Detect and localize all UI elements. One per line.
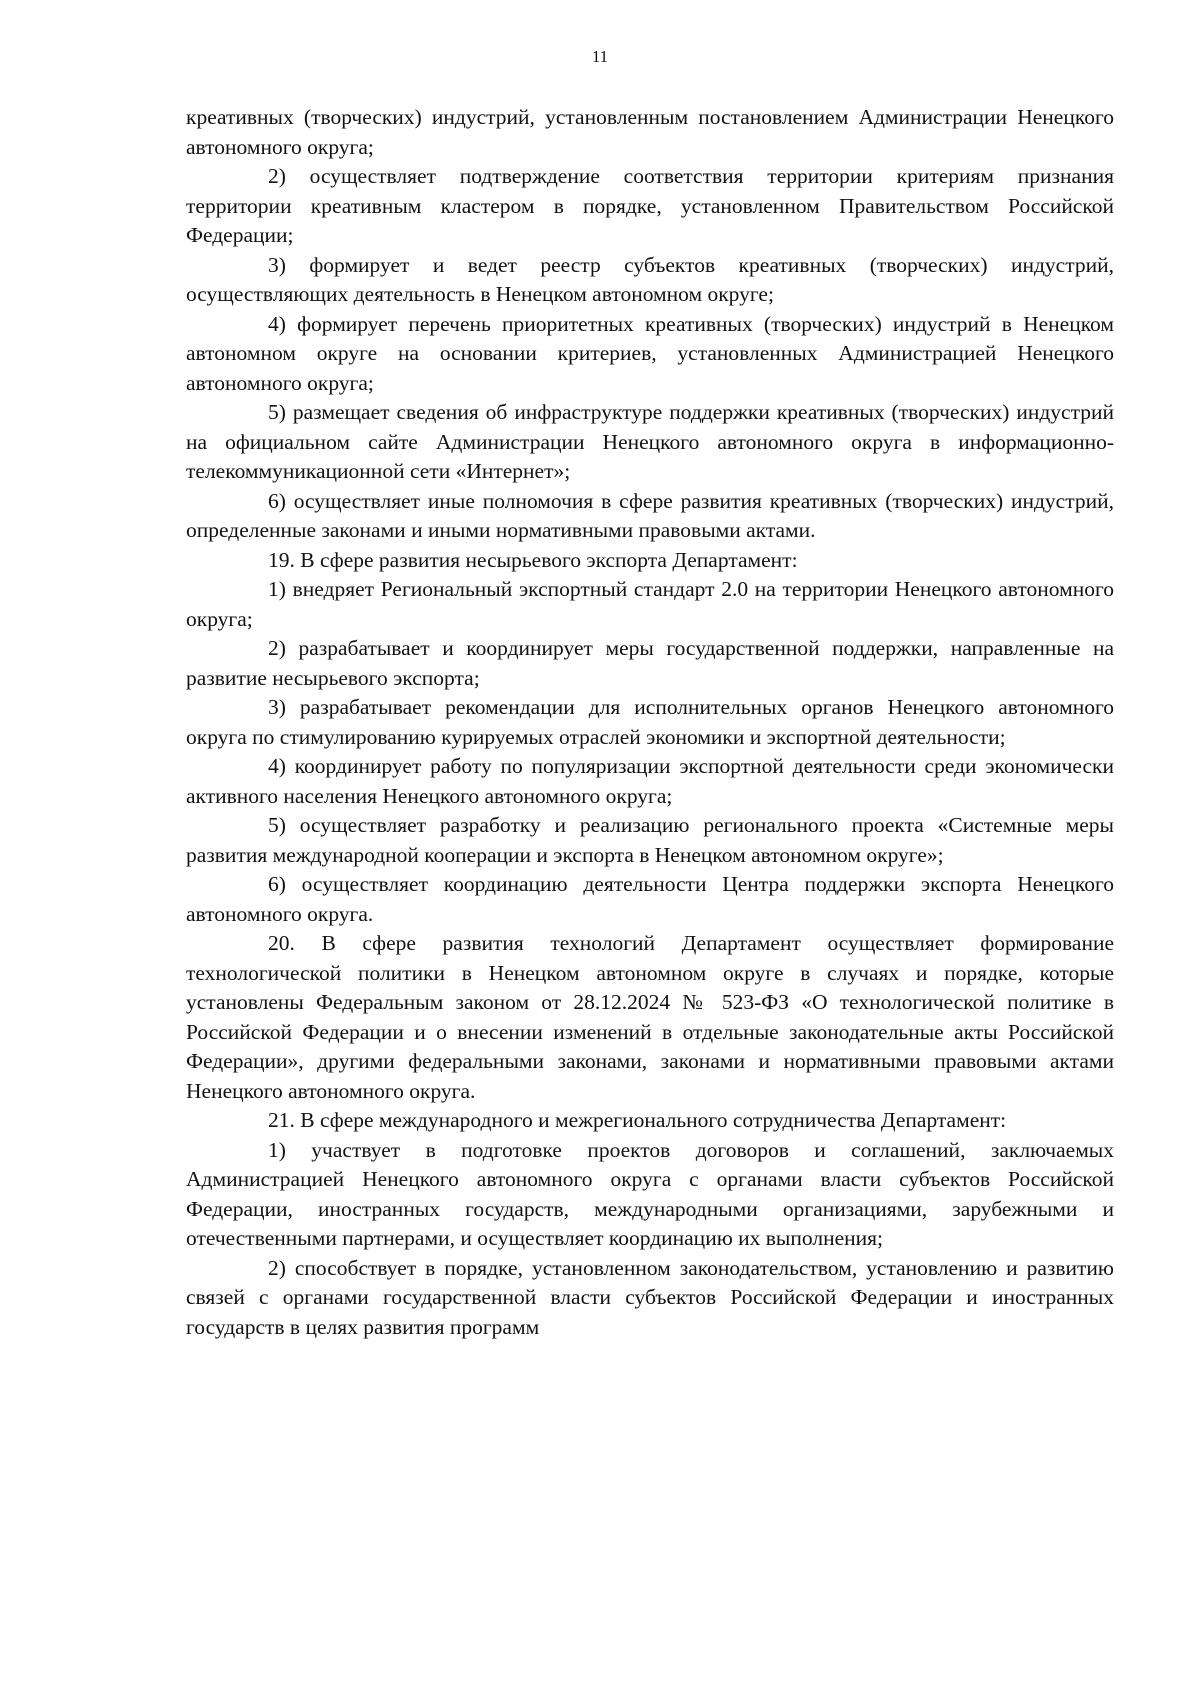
page-number: 11 xyxy=(591,47,609,66)
list-item: 5) осуществляет разработку и реализацию регионального проекта «Системные меры развития международной кооперации и экспорта в Ненецком автономном округе»; xyxy=(186,813,1114,867)
list-item: 2) способствует в порядке, установленном законодательством, установлению и развитию связей с органами государственной власти субъектов Российской Федерации и иностранных государств в целях развития программ xyxy=(186,1255,1114,1339)
list-item: 3) разрабатывает рекомендации для исполнительных органов Ненецкого автономного округа по стимулированию курируемых отраслей экономики и экспортной деятельности; xyxy=(186,695,1114,749)
list-item: 1) внедряет Региональный экспортный стандарт 2.0 на территории Ненецкого автономного округа; xyxy=(186,577,1114,631)
section-heading: 21. В сфере международного и межрегионального сотрудничества Департамент: xyxy=(268,1108,1007,1132)
section-paragraph: 20. В сфере развития технологий Департамент осуществляет формирование технологической политики в Ненецком автономном округе в случаях и порядке, которые установлены Федеральным законом от 28.12.2024 № 523-ФЗ «О технологической политике в Российской Федерации и о внесении изменений в отдельные законодательные акты Российской Федерации», другими федеральными законами, законами и нормативными правовыми актами Ненецкого автономного округа. xyxy=(186,931,1114,1103)
list-item: 2) разрабатывает и координирует меры государственной поддержки, направленные на развитие несырьевого экспорта; xyxy=(186,636,1114,690)
list-item: 4) формирует перечень приоритетных креативных (творческих) индустрий в Ненецком автономном округе на основании критериев, установленных Администрацией Ненецкого автономного округа; xyxy=(186,311,1114,395)
list-item: 3) формирует и ведет реестр субъектов креативных (творческих) индустрий, осуществляющих деятельность в Ненецком автономном округе; xyxy=(186,252,1114,306)
list-item: 5) размещает сведения об инфраструктуре поддержки креативных (творческих) индустрий на официальном сайте Администрации Ненецкого автономного округа в информационно-телекоммуникационной сети «Интернет»; xyxy=(186,400,1114,483)
list-item: 2) осуществляет подтверждение соответствия территории критериям признания территории креативным кластером в порядке, установленном Правительством Российской Федерации; xyxy=(186,164,1114,247)
list-item: 6) осуществляет координацию деятельности Центра поддержки экспорта Ненецкого автономного округа. xyxy=(186,872,1114,926)
list-item: 1) участвует в подготовке проектов договоров и соглашений, заключаемых Администрацией Ненецкого автономного округа с органами власти субъектов Российской Федерации, иностранных государств, международными организациями, зарубежными и отечественными партнерами, и осуществляет координацию их выполнения; xyxy=(186,1137,1114,1250)
section-heading: 19. В сфере развития несырьевого экспорта Департамент: xyxy=(268,547,798,572)
document-body xyxy=(186,103,1114,1342)
paragraph-continuation: креативных (творческих) индустрий, установленным постановлением Администрации Ненецкого автономного округа; xyxy=(186,105,1114,159)
list-item: 4) координирует работу по популяризации экспортной деятельности среди экономически активного населения Ненецкого автономного округа; xyxy=(186,754,1114,808)
list-item: 6) осуществляет иные полномочия в сфере развития креативных (творческих) индустрий, определенные законами и иными нормативными правовыми актами. xyxy=(186,488,1114,542)
